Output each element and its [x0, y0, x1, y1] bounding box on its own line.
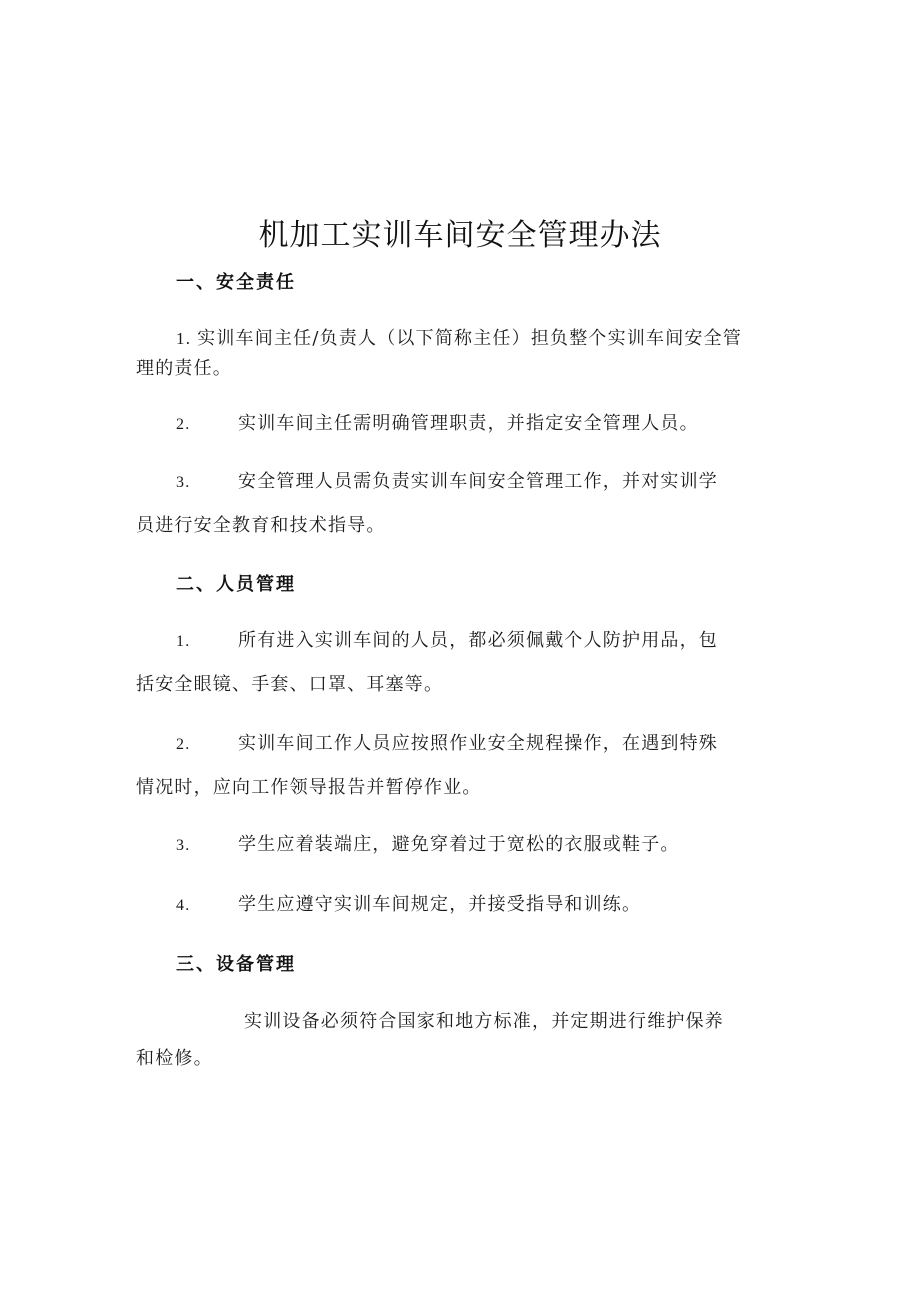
paragraph-continuation: 和检修。 [136, 1048, 213, 1069]
paragraph-line [136, 1007, 776, 1037]
item-number: 3. [176, 474, 191, 491]
paragraph-text: 实训车间工作人员应按照作业安全规程操作，在遇到特殊 [238, 733, 718, 754]
paragraph-line [136, 467, 776, 498]
paragraph-1-3 [136, 467, 776, 541]
paragraph-line [136, 409, 776, 440]
paragraph-text: 实训车间主任/负责人（以下简称主任）担负整个实训车间安全管 [197, 328, 743, 349]
paragraph-line [136, 890, 776, 921]
item-number: 1. [176, 633, 191, 650]
section-heading-safety-responsibility: 一、安全责任 [176, 272, 296, 293]
paragraph-2-1 [136, 626, 776, 700]
paragraph-2-4 [136, 890, 776, 921]
paragraph-text: 学生应遵守实训车间规定，并接受指导和训练。 [238, 894, 642, 915]
paragraph-1-2 [136, 409, 776, 440]
paragraph-text: 学生应着装端庄，避免穿着过于宽松的衣服或鞋子。 [238, 834, 680, 855]
paragraph-continuation: 情况时，应向工作领导报告并暂停作业。 [136, 777, 482, 798]
item-number: 2. [176, 736, 191, 753]
paragraph-continuation: 理的责任。 [136, 358, 232, 379]
paragraph-text: 所有进入实训车间的人员，都必须佩戴个人防护用品，包 [238, 630, 718, 651]
paragraph-text: 安全管理人员需负责实训车间安全管理工作，并对实训学 [238, 471, 718, 492]
item-number: 2. [176, 416, 191, 433]
paragraph-continuation: 员进行安全教育和技术指导。 [136, 515, 386, 536]
paragraph-3-1 [136, 1007, 776, 1074]
paragraph-line [136, 626, 776, 657]
item-number: 3. [176, 837, 191, 854]
item-number: 1. [176, 329, 192, 348]
paragraph-line [136, 830, 776, 861]
paragraph-2-2 [136, 729, 776, 803]
paragraph-2-3 [136, 830, 776, 861]
paragraph-continuation: 括安全眼镜、手套、口罩、耳塞等。 [136, 674, 444, 695]
paragraph-line [136, 729, 776, 760]
document-title: 机加工实训车间安全管理办法 [258, 218, 662, 253]
paragraph-text: 实训设备必须符合国家和地方标准，并定期进行维护保养 [244, 1011, 724, 1032]
section-heading-personnel-management: 二、人员管理 [176, 574, 296, 595]
paragraph-text: 实训车间主任需明确管理职责，并指定安全管理人员。 [238, 413, 699, 434]
paragraph-1-1 [136, 324, 776, 384]
section-heading-equipment-management: 三、设备管理 [176, 954, 296, 975]
item-number: 4. [176, 897, 191, 914]
paragraph-line [136, 324, 776, 354]
